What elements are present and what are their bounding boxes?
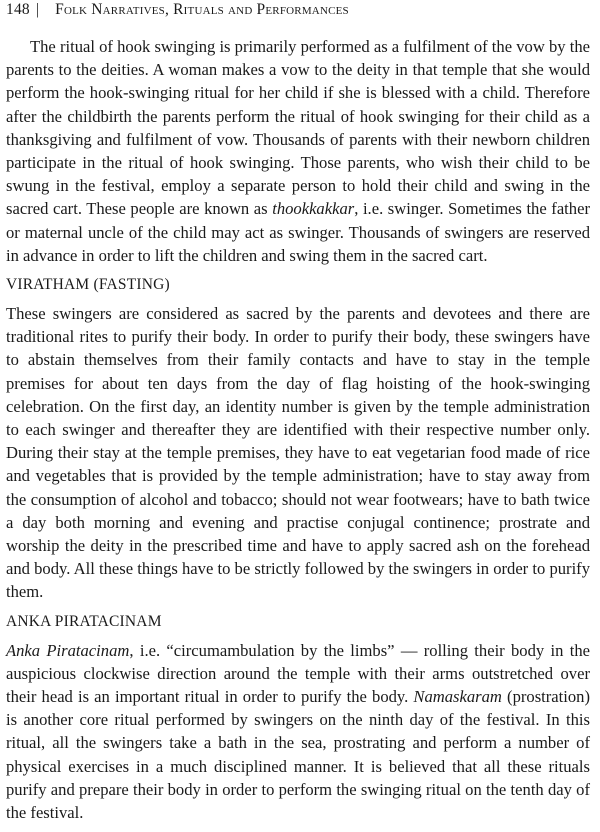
term-thookkakkar: thookkakkar bbox=[272, 199, 355, 219]
paragraph-viratham: These swingers are considered as sacred by the parents and devotees and there are traditional rites to purify their body. In order to purify their body, these swingers have to abstain themselves from their family contacts and have to stay in the temple premises for about ten days from the day of flag hoisting of the hook-swinging celebration. On the first day, an identity number is given by the temple administration to each swinger and thereafter they are identified with their respective number only. During their stay at the temple premises, they have to eat vegetarian food made of rice and vegetables that is provided by the temple administration; have to stay away from the consumption of alcohol and tobacco; should not wear footwears; have to bath twice a day both morning and evening and practise conjugal continence; prostrate and worship the deity in the prescribed time and have to apply sacred ash on the forehead and body. All these things have to be strictly followed by the swingers in order to purify them. bbox=[6, 304, 590, 602]
section-heading-anka-piratacinam: ANKA PIRATACINAM bbox=[6, 612, 162, 630]
paragraph-anka-piratacinam bbox=[6, 639, 590, 825]
running-header bbox=[6, 0, 590, 29]
paragraph-text-continued: , i.e. swinger. Sometimes the father or maternal uncle of the child may act as swinger. Thousands of swingers are reserved in advance in order to lift the children and swing them in the sacred cart. bbox=[6, 199, 590, 265]
paragraph-text-continued: (prostration) is another core ritual performed by swingers on the ninth day of the festival. In this ritual, all the swingers take a bath in the sea, prostrating and perform a number of physical exercises in a much disciplined manner. It is believed that all these rituals purify and prepare their body in order to perform the swinging ritual on the tenth day of the festival. bbox=[6, 687, 590, 823]
paragraph-text: , i.e. “circumambulation by the limbs” — rolling their body in the auspicious clockwise direction around the temple with their arms outstretched over their head is an important ritual in order to purify the body. bbox=[6, 640, 590, 707]
term-namaskaram: Namaskaram bbox=[413, 687, 502, 707]
book-title: Folk Narratives, Rituals and Performances bbox=[55, 1, 349, 18]
header-separator: | bbox=[35, 1, 40, 18]
page-number: 148 bbox=[6, 1, 30, 18]
paragraph-hook-swinging bbox=[6, 35, 590, 267]
term-anka-piratacinam: Anka Piratacinam bbox=[6, 640, 130, 660]
section-heading-viratham: VIRATHAM (FASTING) bbox=[6, 276, 170, 294]
paragraph-text: The ritual of hook swinging is primarily performed as a fulfilment of the vow by the parents to the deities. A woman makes a vow to the deity in that temple that she would perform the hook-swinging ritual for her child if she is blessed with a child. Therefore after the childbirth the parents perform the ritual of hook swinging for their child as a thanksgiving and fulfilment of vow. Thousands of parents with their newborn children participate in the ritual of hook swinging. Those parents, who wish their child to be swung in the festival, employ a separate person to hold their child and swing in the sacred cart. These people are known as bbox=[6, 37, 590, 219]
